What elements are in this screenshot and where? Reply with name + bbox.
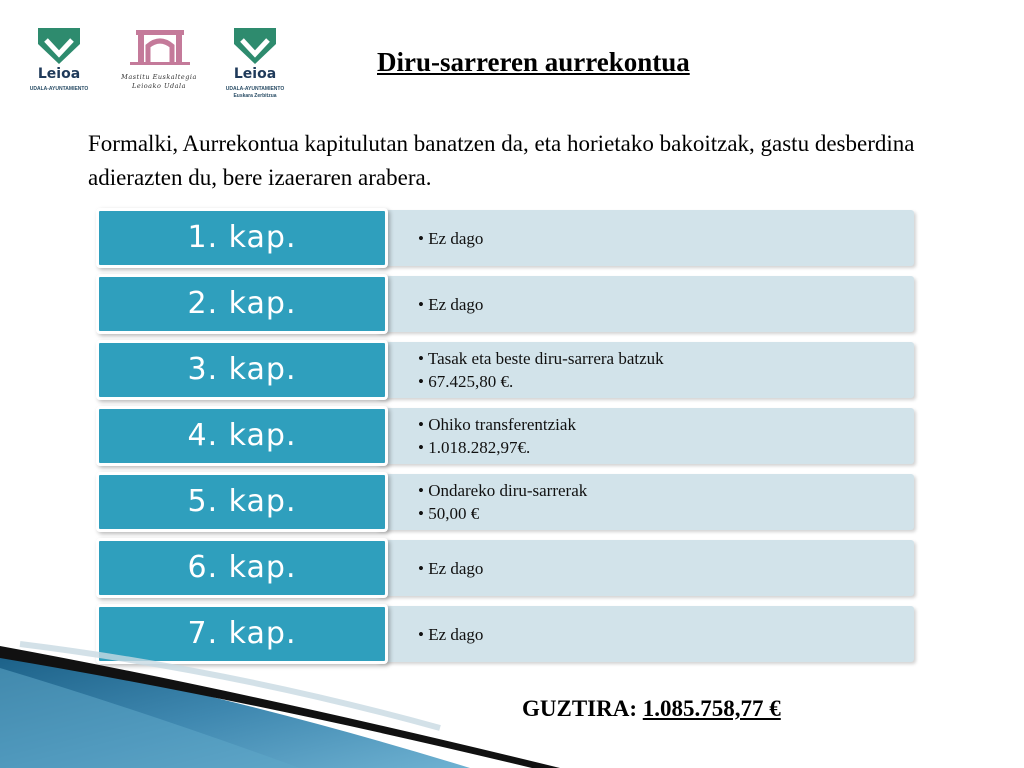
chapter-items	[418, 340, 664, 400]
chapter-items	[418, 274, 483, 334]
building-arch-icon	[114, 24, 204, 68]
chapter-row	[96, 472, 916, 532]
chapter-item: • 50,00 €	[418, 504, 480, 523]
header-logos	[24, 24, 294, 104]
logo-left-wordmark: Leioa	[37, 66, 81, 80]
chapter-item: • Ondareko diru-sarrerak	[418, 481, 588, 500]
chapter-item: • Ez dago	[418, 228, 484, 248]
euskaltegia-logo	[114, 24, 204, 91]
chapter-label: 4. kap.	[96, 406, 388, 466]
logo-right-line1: UDALA-AYUNTAMIENTO	[225, 86, 285, 92]
leioa-emblem-icon	[220, 24, 290, 80]
chapter-label: 6. kap.	[96, 538, 388, 598]
logo-right-wordmark: Leioa	[233, 66, 277, 80]
chapter-item: • 1.018.282,97€.	[418, 438, 531, 457]
logo-right-line2: Euskara Zerbitzua	[233, 93, 277, 99]
chapter-label: 5. kap.	[96, 472, 388, 532]
chapter-items	[418, 406, 576, 466]
chapter-item: • Ez dago	[418, 624, 484, 644]
chapter-item: • Ez dago	[418, 294, 484, 314]
decorative-swoosh	[0, 560, 560, 768]
chapter-item: • 67.425,80 €.	[418, 372, 514, 391]
total-line	[522, 696, 781, 722]
logo-center-line1: Mastitu Euskaltegia	[121, 73, 197, 81]
leioa-euskara-logo	[220, 24, 290, 99]
chapter-label: 7. kap.	[96, 604, 388, 664]
leioa-emblem-icon	[24, 24, 94, 80]
logo-left-subtitle: UDALA-AYUNTAMIENTO	[29, 86, 89, 92]
chapter-label: 2. kap.	[96, 274, 388, 334]
chapter-label: 3. kap.	[96, 340, 388, 400]
page-title: Diru-sarreren aurrekontua	[377, 47, 690, 77]
chapter-label: 1. kap.	[96, 208, 388, 268]
total-label: GUZTIRA:	[522, 696, 643, 721]
chapter-row	[96, 274, 916, 334]
chapter-items	[418, 208, 483, 268]
chapter-items	[418, 472, 587, 532]
chapter-row	[96, 406, 916, 466]
chapter-item: • Ohiko transferentziak	[418, 415, 576, 434]
chapter-item: • Tasak eta beste diru-sarrera batzuk	[418, 349, 664, 368]
chapter-row	[96, 208, 916, 268]
leioa-udala-logo	[24, 24, 94, 92]
chapter-item: • Ez dago	[418, 558, 484, 578]
total-value: 1.085.758,77 €	[642, 696, 781, 721]
logo-center-line2: Leioako Udala	[132, 82, 186, 90]
chapter-row	[96, 340, 916, 400]
intro-paragraph: Formalki, Aurrekontua kapitulutan banatzen da, eta horietako bakoitzak, gastu desberdina adierazten du, bere izaeraren arabera.	[88, 131, 915, 190]
